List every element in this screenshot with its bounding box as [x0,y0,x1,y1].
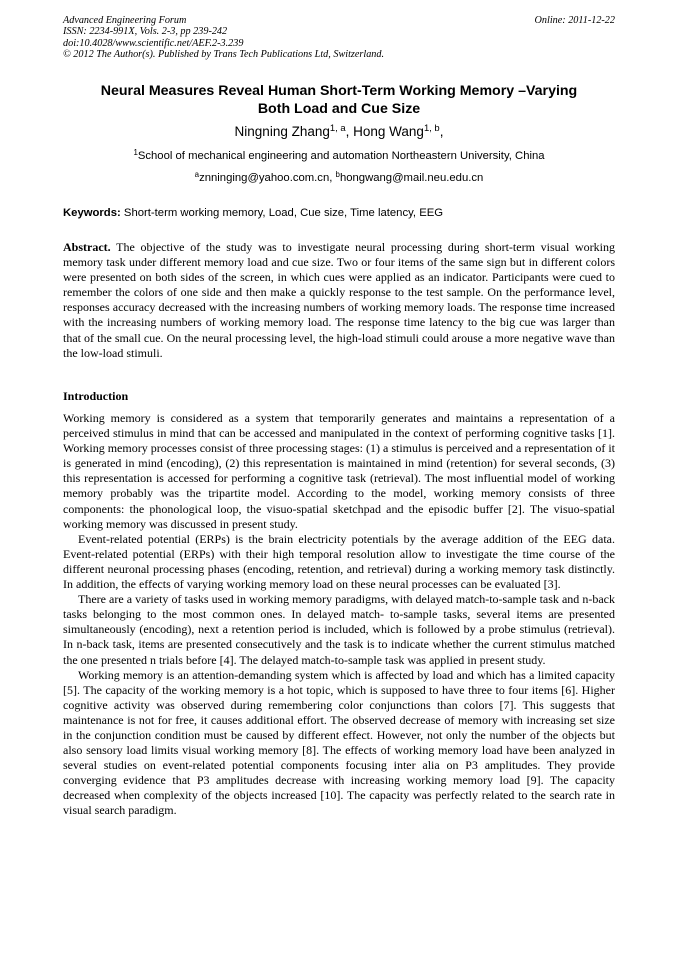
author-2-affil-sup: 1, b [423,123,440,135]
author-list [63,123,615,141]
title-line-2: Both Load and Cue Size [257,101,421,117]
online-date: Online: 2011-12-22 [534,15,615,26]
affiliation [63,149,615,163]
intro-paragraph-3: There are a variety of tasks used in working memory paradigms, with delayed match-to-sample task and n-back tasks belonging to the most common ones. In delayed match- to-sample tasks, several items are presented simultaneously (encoding), next a retention period is included, which is followed by a probe stimulus (retrieval). In n-back task, items are presented consecutively and the task is to indicate whether the current stimulus matched the one presented n trials before [4]. The delayed match-to-sample task was applied in present study. [63,592,615,667]
intro-paragraph-2: Event-related potential (ERPs) is the brain electricity potentials by the average addition of the EEG data. Event-related potential (ERPs) with their high temporal resolution allow to investigate the time course of the different neuronal processing phases (encoding, retention, and retrieval) during a working memory task distinctly. In addition, the effects of varying working memory load on these neural processes can be evaluated [3]. [63,531,615,592]
author-list-trailing: , [439,124,444,139]
abstract [63,240,615,361]
keywords-label: Keywords: [63,207,121,219]
intro-paragraph-4: Working memory is an attention-demanding system which is affected by load and which has a limited capacity [5]. The capacity of the working memory is a hot topic, which is supposed to have three to four items [6]. Higher cognitive activity was observed during remembering color conjunctions than colors [7]. This suggests that maintenance is not for free, it causes additional effort. The observed decrease of memory with increasing set size in the conjunction condition must be caused by different effect. However, not only the number of the objects but also sensory load limits visual working memory [8]. The effects of working memory load have been analyzed in several studies on event-related potential components focusing inter alia on P3 amplitudes. They provide converging evidence that P3 amplitudes decrease with increasing working memory load [9]. The capacity decreased when complexity of the objects increased [10]. The capacity was perfectly related to the search rate in visual search paradigm. [63,667,615,818]
author-emails [63,171,615,185]
paper-title [63,82,615,118]
section-heading-introduction: Introduction [63,389,129,403]
issn-line: ISSN: 2234-991X, Vols. 2-3, pp 239-242 [63,26,228,37]
abstract-text: The objective of the study was to investigate neural processing during short-term visual working memory task under different memory load and cue size. Two or four items of the same sign but in different colors were presented on both sides of the screen, in which cues were applied as an indicator. Participants were cued to remember the colors of one side and then make a quickly response to the test sample. On the performance level, responses accuracy decreased with the increasing numbers of working memory loads. The response time increased with the increasing numbers of working memory load. The response time latency to the big cue was larger than that of the small cue. On the neural processing level, the high-load stimuli could arouse a more negative wave than the low-load stimuli. [63,240,615,360]
author-1-name: Ningning Zhang [234,124,330,139]
doi-line: doi:10.4028/www.scientific.net/AEF.2-3.239 [63,38,244,49]
keywords-text: Short-term working memory, Load, Cue size, Time latency, EEG [120,207,444,219]
email-separator: , [329,172,336,184]
abstract-paragraph [63,240,615,361]
email-a-sup: a [194,170,200,180]
affiliation-text: School of mechanical engineering and automation Northeastern University, China [137,150,545,162]
author-2-name: Hong Wang [353,124,424,139]
abstract-label: Abstract. [63,240,111,254]
author-1-affil-sup: 1, a [329,123,346,135]
author-separator: , [345,124,354,139]
email-a: znninging@yahoo.com.cn [199,172,330,184]
journal-name: Advanced Engineering Forum [63,15,187,26]
keywords [63,206,615,220]
introduction-body [63,411,615,819]
running-header-journal [63,15,615,26]
copyright-line: © 2012 The Author(s). Published by Trans Tech Publications Ltd, Switzerland. [63,49,385,60]
email-b-sup: b [335,170,340,180]
intro-paragraph-1: Working memory is considered as a system that temporarily generates and maintains a representation of a perceived stimulus in mind that can be accessed and manipulated in the context of performing cognitive tasks [1]. Working memory processes consist of three processing stages: (1) a stimulus is perceived and a representation of it is generated in mind (encoding), (2) this representation is maintained in mind (retention) for several seconds, (3) this representation is accessed for performing a cognitive task (retrieval). The most influential model of working memory probably was the tripartite model. According to the model, working memory consists of three components: the phonological loop, the visuo-spatial sketchpad and the episodic buffer [2]. The visuo-spatial working memory was discussed in present study. [63,411,615,531]
title-line-1: Neural Measures Reveal Human Short-Term Working Memory –Varying [100,83,578,99]
affiliation-sup: 1 [133,148,138,158]
email-b: hongwang@mail.neu.edu.cn [339,172,484,184]
